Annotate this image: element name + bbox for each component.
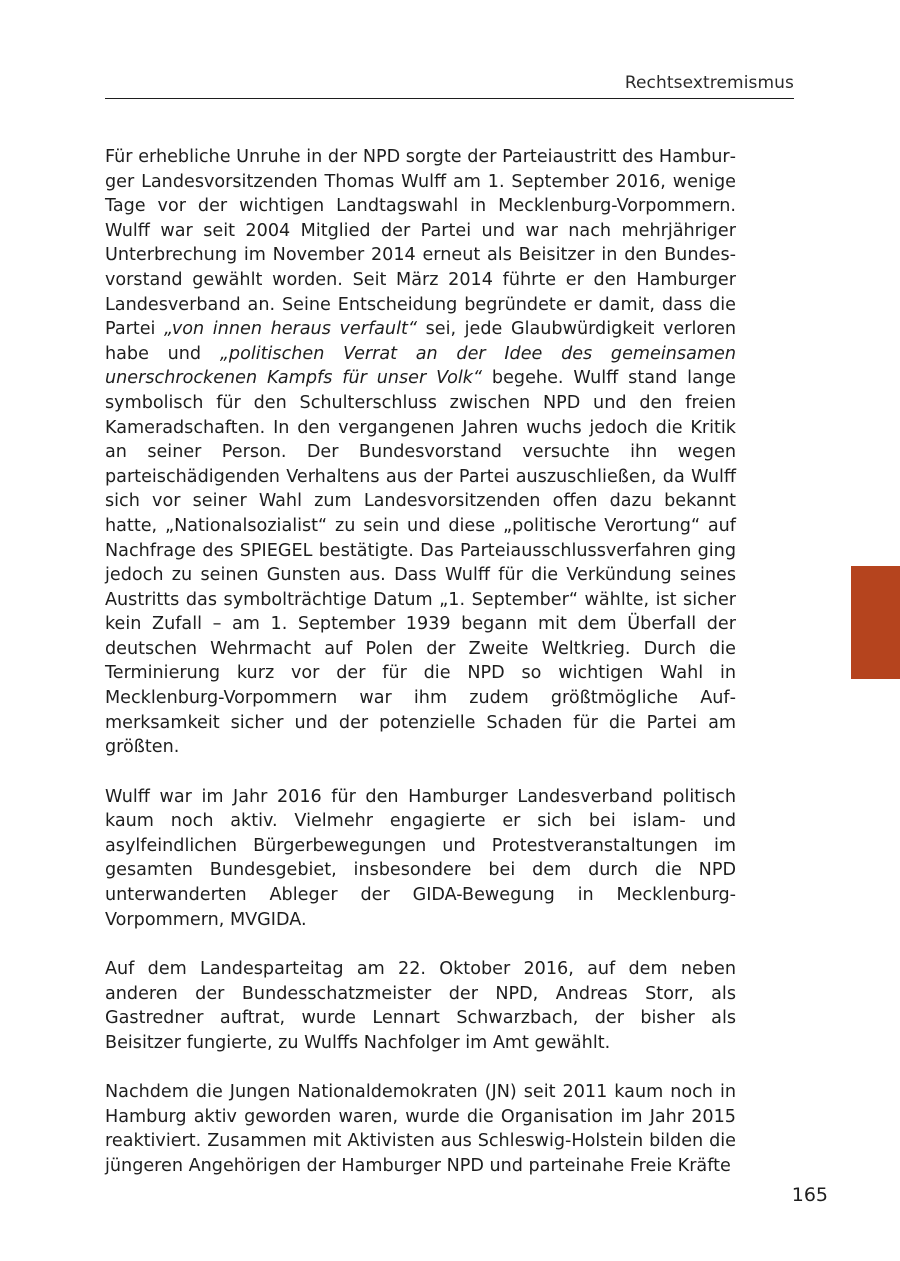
paragraph [105,1080,736,1178]
body-text [105,145,736,1203]
quote-run: „von innen heraus verfault“ [164,319,417,340]
text-run: Auf dem Landesparteitag am 22. Oktober 2016, auf dem neben anderen der Bundesschatzmeister der NPD, Andreas Storr, als Gastredner auftrat, wurde Lennart Schwarzbach, der bisher als Beisitzer fungierte, zu Wulffs Nachfolger im Amt gewählt. [105,959,736,1053]
page-number: 165 [791,1184,828,1206]
chapter-tab-marker [851,566,900,679]
text-run: Nachdem die Jungen Nationaldemokraten (JN) seit 2011 kaum noch in Hamburg aktiv geworden waren, wurde die Organisation im Jahr 2015 reaktiviert. Zusammen mit Aktivisten aus Schleswig-Holstein bilden die jüngeren Angehörigen der Hamburger NPD und parteinahe Freie Kräfte [105,1082,736,1176]
paragraph [105,785,736,933]
quote-run: „politischen Verrat an der Idee des gemeinsamen unerschrockenen Kampfs für unser Volk“ [105,343,736,389]
header-divider [105,98,794,99]
text-run: Wulff war im Jahr 2016 für den Hamburger Landesverband politisch kaum noch aktiv. Vielmehr engagierte er sich bei islam- und asylfeindlichen Bürgerbewegungen und Protestveranstaltungen im gesamten Bundesgebiet, insbesondere bei dem durch die NPD unterwanderten Ableger der GIDA-Bewegung in Mecklenburg-Vorpommern, MVGIDA. [105,786,736,930]
text-run: Für erhebliche Unruhe in der NPD sorgte der Parteiaustritt des Hamburger Landesvorsitzenden Thomas Wulff am 1. September 2016, wenige Tage vor der wichtigen Landtagswahl in Mecklenburg-Vorpommern. Wulff war seit 2004 Mitglied der Partei und war nach mehrjähriger Unterbrechung im November 2014 erneut als Beisitzer in den Bundesvorstand gewählt worden. Seit März 2014 führte er den Hamburger Landesverband an. Seine Entscheidung begründete er damit, dass die Partei [105,147,736,340]
paragraph [105,957,736,1055]
text-run: sei, jede Glaubwürdigkeit verloren habe und [105,319,736,364]
running-header-title: Rechtsextremismus [624,73,794,93]
paragraph [105,145,736,760]
text-run: begehe. Wulff stand lange symbolisch für den Schulterschluss zwischen NPD und den freien Kameradschaften. In den vergangenen Jahren wuchs jedoch die Kritik an seiner Person. Der Bundesvorstand versuchte ihn wegen parteischädigenden Verhaltens aus der Partei auszuschließen, da Wulff sich vor seiner Wahl zum Landesvorsitzenden offen dazu bekannt hatte, „Nationalsozialist“ zu sein und diese „politische Verortung“ auf Nachfrage des SPIEGEL bestätigte. Das Parteiausschlussverfahren ging jedoch zu seinen Gunsten aus. Dass Wulff für die Verkündung seines Austritts das symbolträchtige Datum „1. September“ wählte, ist sicher kein Zufall – am 1. September 1939 begann mit dem Überfall der deutschen Wehrmacht auf Polen der Zweite Weltkrieg. Durch die Terminierung kurz vor der für die NPD so wichtigen Wahl in Mecklenburg-Vorpommern war ihm zudem größtmögliche Aufmerksamkeit sicher und der potenzielle Schaden für die Partei am größten. [105,368,736,758]
